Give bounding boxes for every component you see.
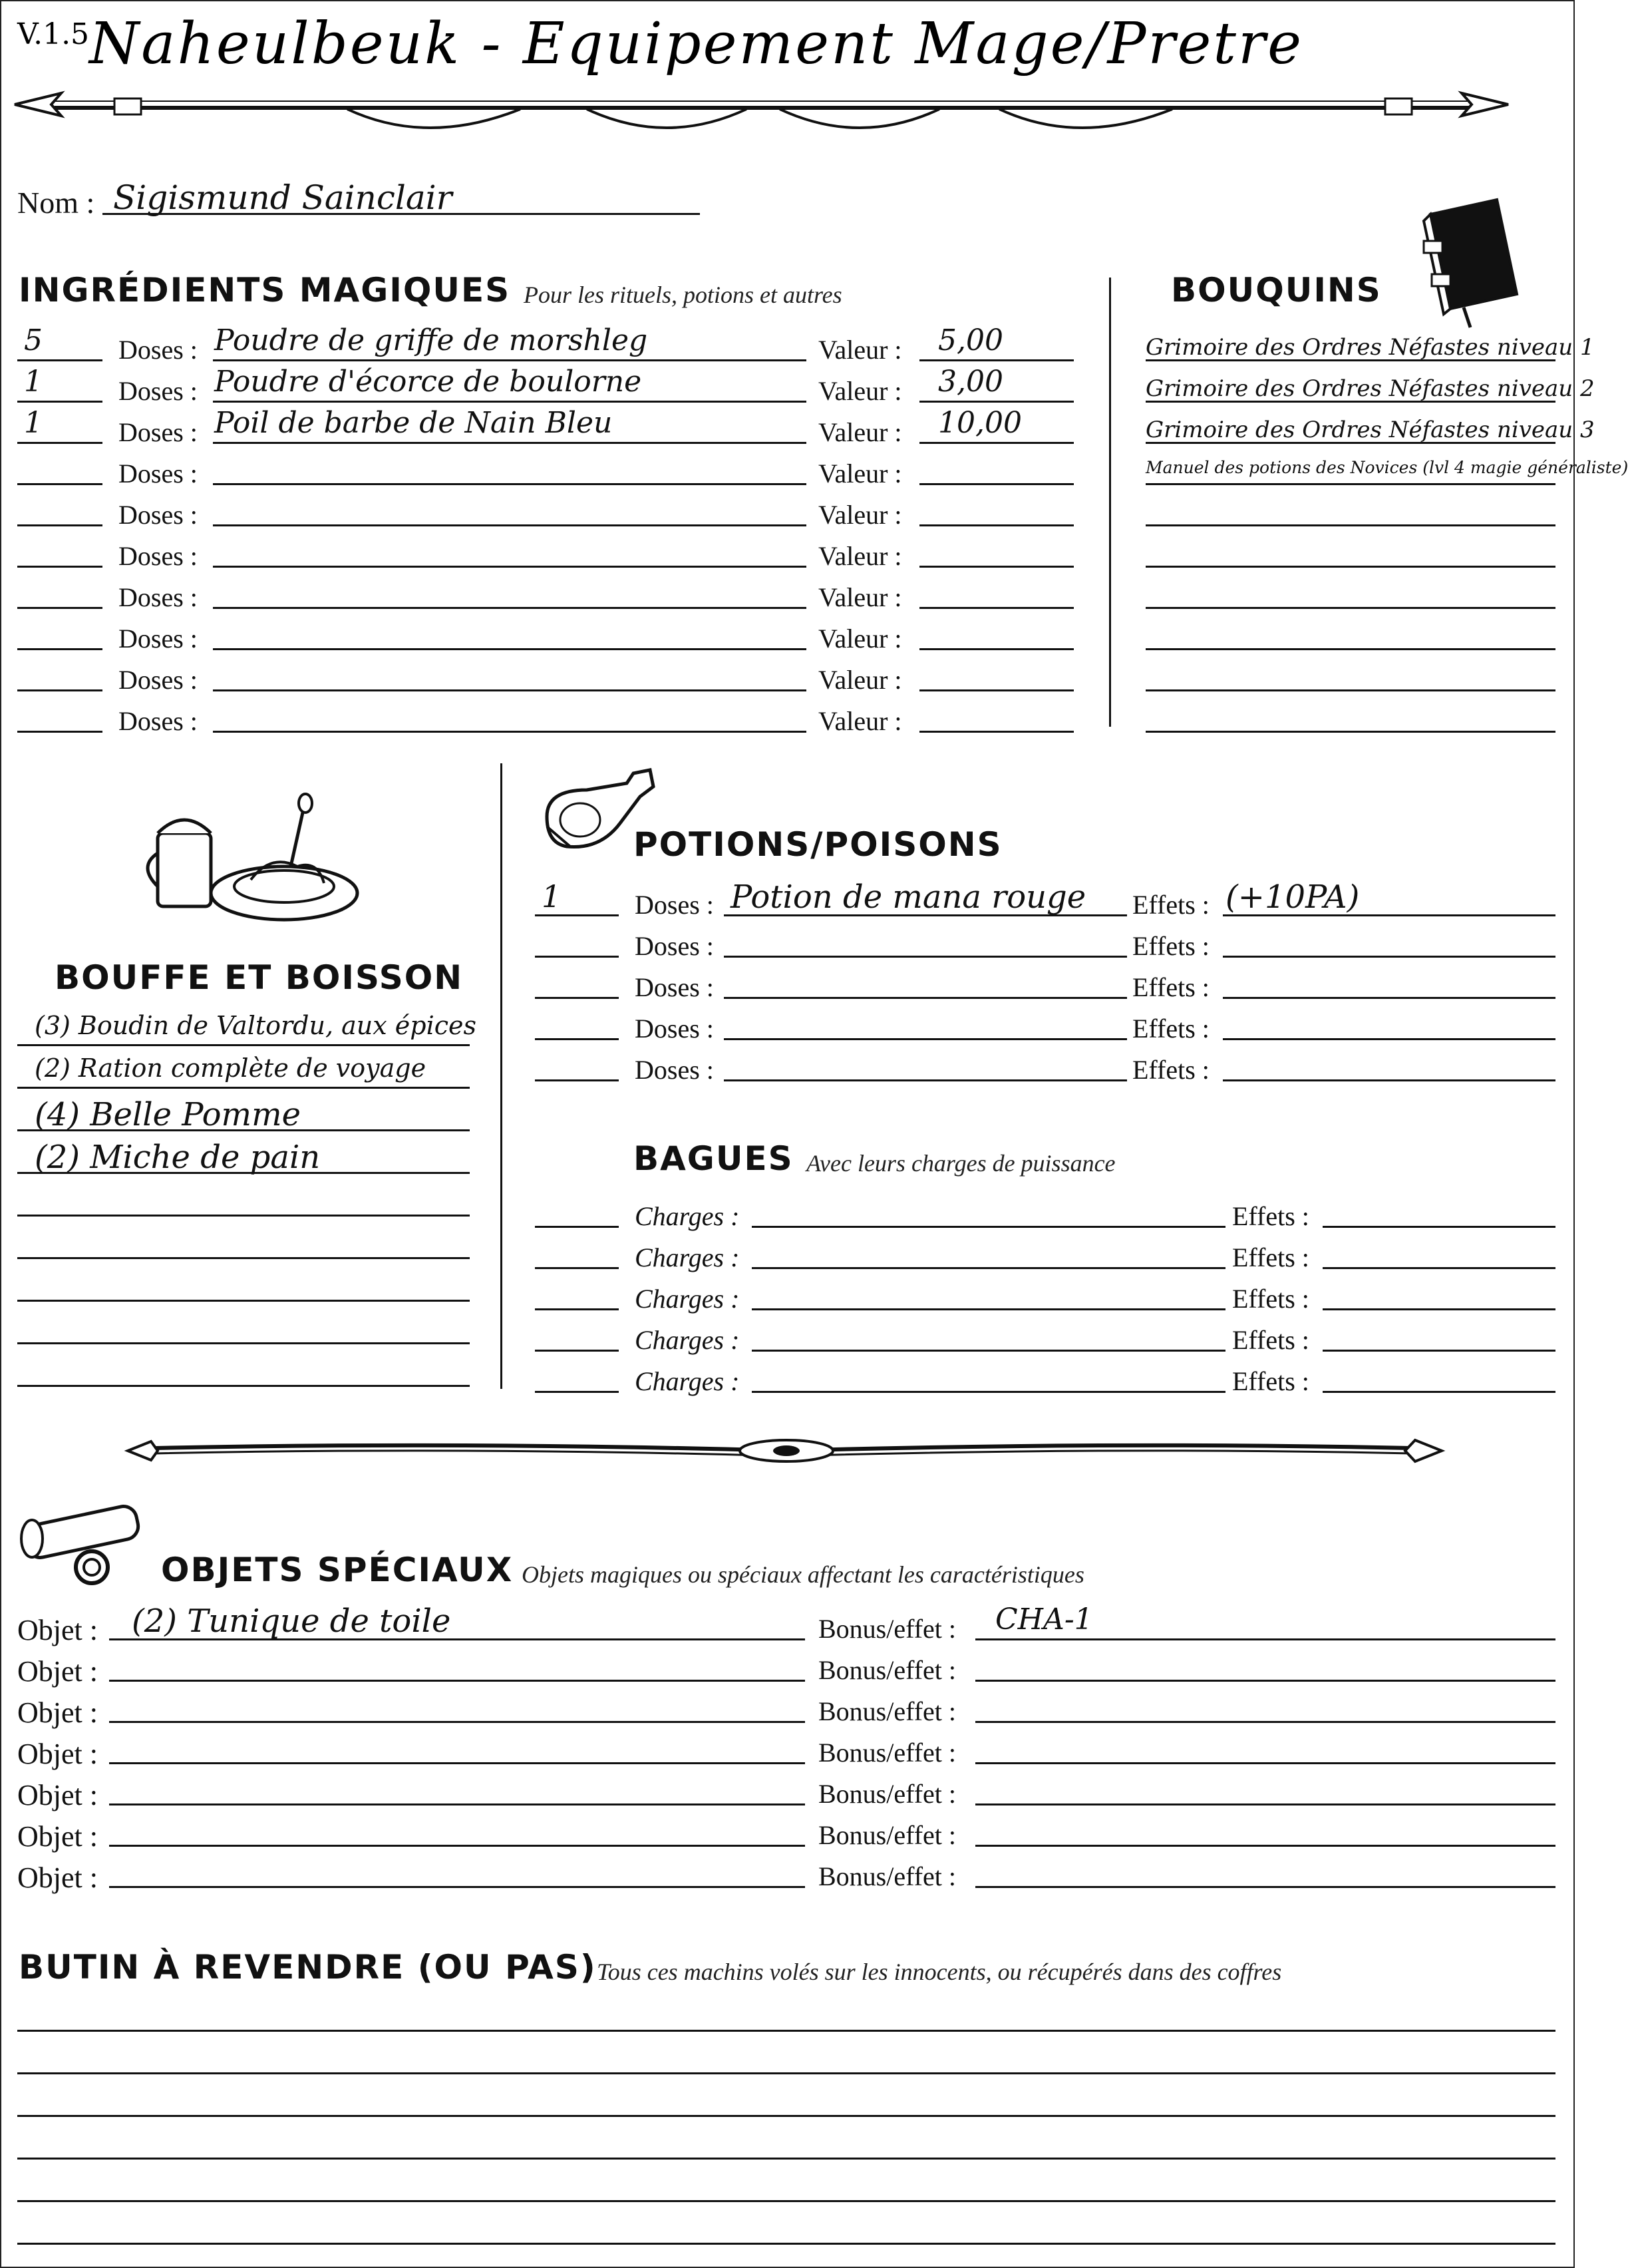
bague-charges-line: [752, 1391, 1225, 1393]
bague-charges-label: Charges :: [635, 1201, 740, 1231]
ingredient-name-line: [213, 401, 806, 403]
objet-bonus-line: [975, 1638, 1555, 1640]
butin-line: [17, 2030, 1555, 2032]
potion-qty-line: [535, 914, 619, 916]
ingredient-valeur-line: [919, 648, 1074, 650]
bouquin-line: [1146, 524, 1555, 526]
potion-effets-label: Effets :: [1132, 1055, 1210, 1085]
objet-name[interactable]: (2) Tunique de toile: [132, 1603, 451, 1640]
potion-qty[interactable]: 1: [542, 878, 562, 914]
objet-line: [109, 1886, 805, 1888]
ingredient-doses-label: Doses :: [118, 459, 198, 488]
potion-doses-label: Doses :: [635, 931, 714, 961]
bague-charges-line: [752, 1267, 1225, 1269]
potion-name-line: [724, 956, 1127, 958]
bague-qty-line: [535, 1226, 619, 1228]
ingredient-valeur-label: Valeur :: [818, 582, 902, 612]
ingredient-doses-label: Doses :: [118, 500, 198, 530]
bague-effets-label: Effets :: [1232, 1201, 1309, 1231]
ingredient-qty[interactable]: 1: [24, 406, 43, 440]
potion-effets-label: Effets :: [1132, 972, 1210, 1002]
bagues-title: BAGUES: [633, 1139, 794, 1178]
ingredients-subtitle: Pour les rituels, potions et autres: [524, 282, 842, 308]
objet-label: Objet :: [17, 1738, 98, 1770]
butin-line: [17, 2158, 1555, 2160]
ingredient-valeur[interactable]: 5,00: [938, 323, 1003, 357]
objet-line: [109, 1845, 805, 1847]
potion-qty-line: [535, 997, 619, 999]
ingredient-qty[interactable]: 1: [24, 365, 43, 399]
objet-label: Objet :: [17, 1861, 98, 1894]
bague-qty-line: [535, 1391, 619, 1393]
ingredient-valeur-line: [919, 401, 1074, 403]
ingredient-name-line: [213, 607, 806, 609]
ingredient-valeur-line: [919, 566, 1074, 568]
bouffe-line: [17, 1044, 470, 1046]
objet-bonus-label: Bonus/effet :: [818, 1779, 957, 1809]
bouquin-line: [1146, 689, 1555, 691]
ingredient-valeur-line: [919, 359, 1074, 361]
ingredients-title: INGRÉDIENTS MAGIQUES: [19, 271, 511, 309]
bouffe-line: [17, 1257, 470, 1259]
ingredient-valeur-line: [919, 442, 1074, 444]
objet-label: Objet :: [17, 1820, 98, 1853]
bague-effets-label: Effets :: [1232, 1366, 1309, 1396]
objet-bonus-label: Bonus/effet :: [818, 1614, 957, 1644]
middle-divider: [500, 763, 502, 1389]
ingredient-qty-line: [17, 524, 102, 526]
ingredient-name-line: [213, 524, 806, 526]
bouquin-item[interactable]: Grimoire des Ordres Néfastes niveau 3: [1146, 417, 1595, 443]
objet-line: [109, 1721, 805, 1723]
ingredient-valeur-label: Valeur :: [818, 417, 902, 447]
potion-name-line: [724, 1079, 1127, 1081]
bouffe-line: [17, 1385, 470, 1387]
ingredient-valeur-label: Valeur :: [818, 624, 902, 654]
potion-doses-label: Doses :: [635, 972, 714, 1002]
potion-name-line: [724, 997, 1127, 999]
ingredient-valeur-label: Valeur :: [818, 541, 902, 571]
ingredient-doses-label: Doses :: [118, 706, 198, 736]
butin-line: [17, 2072, 1555, 2074]
potion-effet-line: [1223, 956, 1555, 958]
bague-charges-line: [752, 1226, 1225, 1228]
ingredient-valeur[interactable]: 3,00: [938, 365, 1003, 399]
potion-effets-label: Effets :: [1132, 931, 1210, 961]
ingredient-doses-label: Doses :: [118, 417, 198, 447]
ingredient-name[interactable]: Poudre d'écorce de boulorne: [214, 365, 642, 399]
ingredient-doses-label: Doses :: [118, 335, 198, 365]
ingredient-name[interactable]: Poudre de griffe de morshleg: [214, 323, 648, 357]
bouquin-line: [1146, 483, 1555, 485]
potion-effet-line: [1223, 997, 1555, 999]
ingredient-name-line: [213, 359, 806, 361]
ingredient-valeur-line: [919, 689, 1074, 691]
ingredient-valeur-line: [919, 483, 1074, 485]
objets-subtitle: Objets magiques ou spéciaux affectant les caractéristiques: [522, 1561, 1084, 1588]
ingredient-name-line: [213, 483, 806, 485]
potion-effet-line: [1223, 1038, 1555, 1040]
bouffe-title: BOUFFE ET BOISSON: [55, 958, 464, 997]
ingredient-qty-line: [17, 483, 102, 485]
bouquin-item[interactable]: Manuel des potions des Novices (lvl 4 magie généraliste): [1146, 458, 1628, 477]
potion-name-line: [724, 1038, 1127, 1040]
nom-label: Nom :: [17, 186, 95, 220]
potions-title: POTIONS/POISONS: [633, 825, 1003, 864]
ingredient-doses-label: Doses :: [118, 376, 198, 406]
butin-title: BUTIN À REVENDRE (OU PAS): [19, 1948, 597, 1986]
version-label: V.1.5: [17, 17, 90, 51]
objets-title: OBJETS SPÉCIAUX: [161, 1551, 514, 1589]
bague-effet-line: [1323, 1226, 1555, 1228]
ingredient-valeur-label: Valeur :: [818, 665, 902, 695]
bouquin-line: [1146, 731, 1555, 733]
ingredient-name-line: [213, 689, 806, 691]
ingredient-name-line: [213, 566, 806, 568]
butin-line: [17, 2115, 1555, 2117]
bague-effet-line: [1323, 1267, 1555, 1269]
potion-qty-line: [535, 956, 619, 958]
bague-charges-label: Charges :: [635, 1242, 740, 1272]
objet-bonus-line: [975, 1886, 1555, 1888]
objet-label: Objet :: [17, 1779, 98, 1811]
ingredient-name[interactable]: Poil de barbe de Nain Bleu: [214, 406, 613, 440]
objet-bonus[interactable]: CHA-1: [995, 1603, 1093, 1636]
butin-subtitle: Tous ces machins volés sur les innocents, ou récupérés dans des coffres: [597, 1959, 1282, 1985]
bague-effet-line: [1323, 1350, 1555, 1352]
ingredient-valeur-label: Valeur :: [818, 500, 902, 530]
tankard-and-plate-icon: [138, 793, 364, 926]
ingredient-name-line: [213, 731, 806, 733]
ingredients-divider: [1109, 278, 1111, 727]
bouquin-line: [1146, 648, 1555, 650]
objet-bonus-label: Bonus/effet :: [818, 1820, 957, 1850]
bouffe-item[interactable]: (4) Belle Pomme: [35, 1096, 301, 1133]
ingredient-doses-label: Doses :: [118, 624, 198, 654]
ingredient-valeur-line: [919, 731, 1074, 733]
bouffe-item[interactable]: (3) Boudin de Valtordu, aux épices: [35, 1011, 477, 1040]
ingredient-qty-line: [17, 359, 102, 361]
bagues-subtitle: Avec leurs charges de puissance: [806, 1150, 1116, 1177]
butin-line: [17, 2243, 1555, 2245]
ingredient-doses-label: Doses :: [118, 582, 198, 612]
objet-line: [109, 1803, 805, 1805]
bouffe-line: [17, 1215, 470, 1217]
ingredient-doses-label: Doses :: [118, 541, 198, 571]
ingredient-qty-line: [17, 648, 102, 650]
objet-bonus-label: Bonus/effet :: [818, 1655, 957, 1685]
potion-qty-line: [535, 1079, 619, 1081]
ingredient-qty-line: [17, 566, 102, 568]
bouffe-item[interactable]: (2) Ration complète de voyage: [35, 1053, 426, 1083]
bouffe-item[interactable]: (2) Miche de pain: [35, 1139, 321, 1176]
bouquin-line: [1146, 607, 1555, 609]
objet-bonus-line: [975, 1803, 1555, 1805]
bague-effet-line: [1323, 1308, 1555, 1310]
potion-doses-label: Doses :: [635, 890, 714, 920]
objet-bonus-line: [975, 1680, 1555, 1682]
ingredient-qty-line: [17, 401, 102, 403]
ingredient-qty-line: [17, 689, 102, 691]
ingredient-valeur-label: Valeur :: [818, 459, 902, 488]
bague-charges-label: Charges :: [635, 1366, 740, 1396]
bague-effet-line: [1323, 1391, 1555, 1393]
butin-line: [17, 2200, 1555, 2202]
bague-charges-line: [752, 1350, 1225, 1352]
ingredient-qty-line: [17, 442, 102, 444]
potion-doses-label: Doses :: [635, 1055, 714, 1085]
ingredient-qty-line: [17, 607, 102, 609]
bague-charges-line: [752, 1308, 1225, 1310]
page-title: Naheulbeuk - Equipement Mage/Pretre: [89, 11, 1303, 77]
bouquins-title: BOUQUINS: [1171, 271, 1382, 309]
ingredient-valeur-line: [919, 524, 1074, 526]
bouquin-line: [1146, 566, 1555, 568]
objet-bonus-line: [975, 1845, 1555, 1847]
bague-effets-label: Effets :: [1232, 1325, 1309, 1355]
bouquin-item[interactable]: Grimoire des Ordres Néfastes niveau 1: [1146, 334, 1595, 361]
objet-bonus-label: Bonus/effet :: [818, 1861, 957, 1891]
objet-label: Objet :: [17, 1655, 98, 1688]
ingredient-qty[interactable]: 5: [24, 323, 43, 357]
objet-label: Objet :: [17, 1614, 98, 1646]
objet-bonus-line: [975, 1762, 1555, 1764]
ingredient-name-line: [213, 442, 806, 444]
potion-effets-label: Effets :: [1132, 1014, 1210, 1043]
bouffe-line: [17, 1087, 470, 1089]
nom-field[interactable]: Sigismund Sainclair: [113, 178, 452, 217]
potion-effets-label: Effets :: [1132, 890, 1210, 920]
bague-effets-label: Effets :: [1232, 1284, 1309, 1314]
ingredient-valeur-label: Valeur :: [818, 335, 902, 365]
objet-bonus-label: Bonus/effet :: [818, 1696, 957, 1726]
objet-bonus-line: [975, 1721, 1555, 1723]
bague-qty-line: [535, 1267, 619, 1269]
ingredient-name-line: [213, 648, 806, 650]
objet-line: [109, 1762, 805, 1764]
objet-line: [109, 1680, 805, 1682]
potion-name[interactable]: Potion de mana rouge: [731, 878, 1086, 916]
bouquin-item[interactable]: Grimoire des Ordres Néfastes niveau 2: [1146, 375, 1595, 402]
potion-effet[interactable]: (+10PA): [1225, 878, 1360, 916]
objet-bonus-label: Bonus/effet :: [818, 1738, 957, 1768]
bague-charges-label: Charges :: [635, 1325, 740, 1355]
bouffe-line: [17, 1300, 470, 1302]
bague-qty-line: [535, 1308, 619, 1310]
bague-qty-line: [535, 1350, 619, 1352]
bouffe-line: [17, 1342, 470, 1344]
bague-charges-label: Charges :: [635, 1284, 740, 1314]
ingredient-valeur-label: Valeur :: [818, 376, 902, 406]
scroll-and-ring-icon: [19, 1489, 152, 1595]
potion-qty-line: [535, 1038, 619, 1040]
ingredient-doses-label: Doses :: [118, 665, 198, 695]
objet-label: Objet :: [17, 1696, 98, 1729]
ingredient-valeur[interactable]: 10,00: [938, 406, 1022, 440]
ingredient-valeur-label: Valeur :: [818, 706, 902, 736]
potion-effet-line: [1223, 1079, 1555, 1081]
potion-doses-label: Doses :: [635, 1014, 714, 1043]
ingredient-valeur-line: [919, 607, 1074, 609]
ingredient-qty-line: [17, 731, 102, 733]
book-icon: [1417, 194, 1524, 327]
staff-divider-icon: [128, 1427, 1445, 1473]
bague-effets-label: Effets :: [1232, 1242, 1309, 1272]
spear-divider-icon: [15, 87, 1512, 146]
